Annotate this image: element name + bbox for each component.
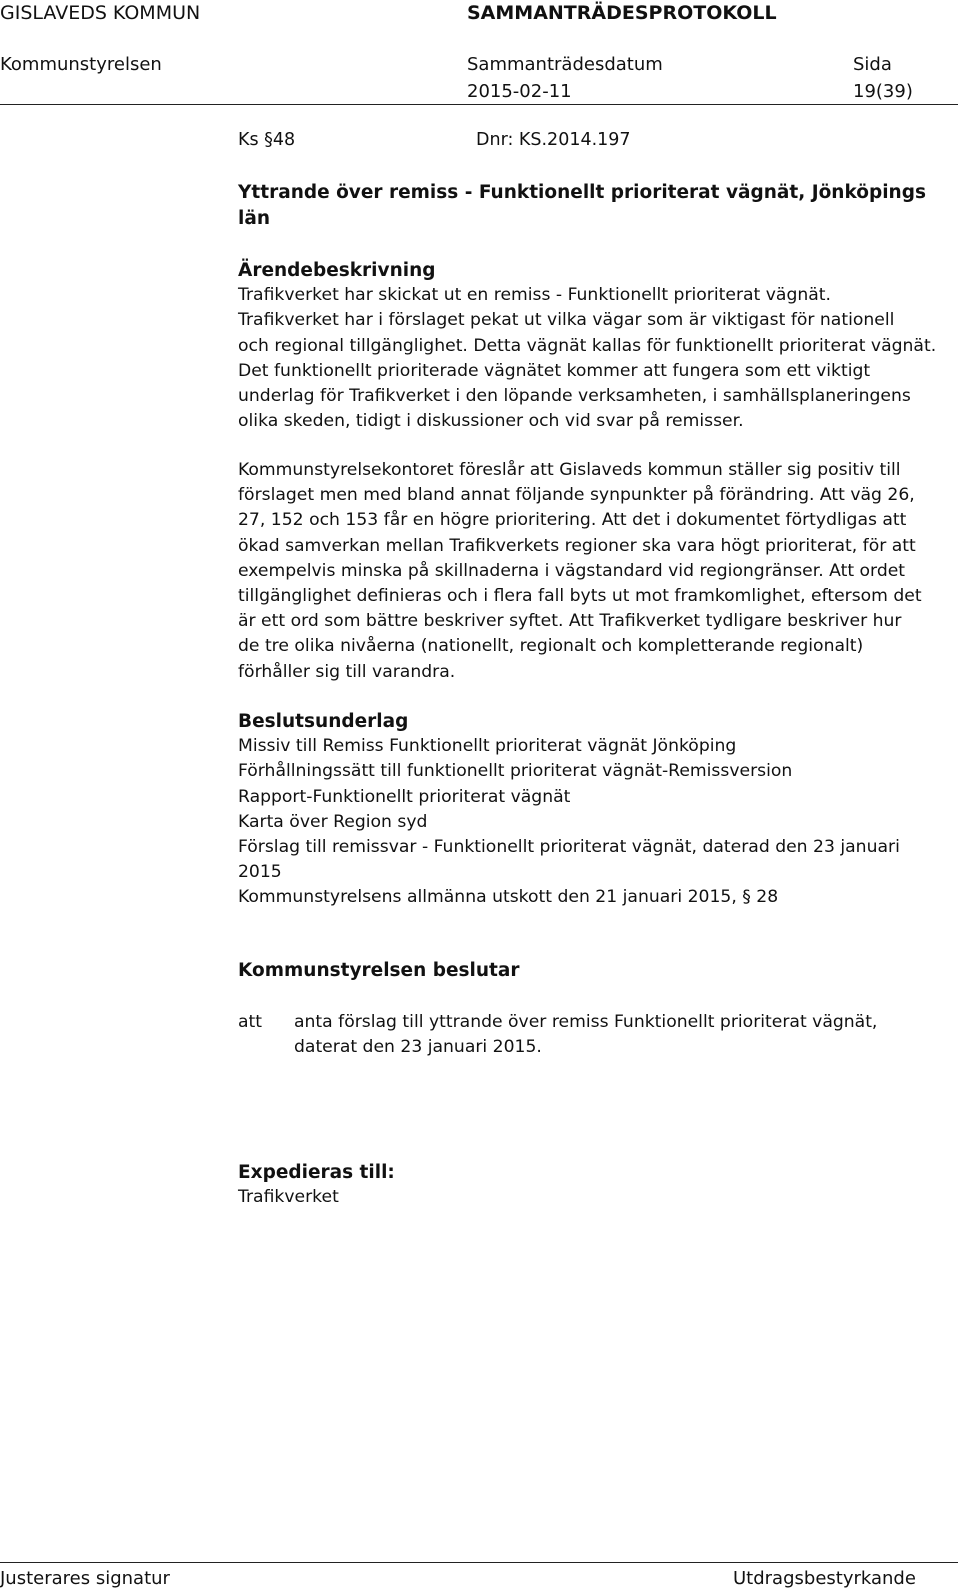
document-list-item: Rapport-Funktionellt prioriterat vägnät xyxy=(238,786,571,807)
beslut-att: att xyxy=(238,1012,263,1032)
doc-type: SAMMANTRÄDESPROTOKOLL xyxy=(467,2,777,24)
page-label: Sida xyxy=(853,54,892,75)
case-title xyxy=(238,180,938,232)
header-rule xyxy=(0,104,958,105)
paragraph-line: Det funktionellt prioriterade vägnätet kommer att fungera som ett viktigt xyxy=(238,360,871,381)
beslutsunderlag-heading: Beslutsunderlag xyxy=(238,711,409,732)
beslut-text xyxy=(294,1010,934,1060)
paragraph-line: de tre olika nivåerna (nationellt, regionalt och kompletterande regionalt) xyxy=(238,636,864,657)
paragraph-line: Trafikverket har skickat ut en remiss - Funktionellt prioriterat vägnät. xyxy=(238,285,831,306)
paragraph-line: exempelvis minska på skillnaderna i vägstandard vid regiongränser. Att ordet xyxy=(238,560,906,581)
document-list-item: Missiv till Remiss Funktionellt prioriterat vägnät Jönköping xyxy=(238,736,737,757)
arendebeskrivning-section xyxy=(238,258,938,434)
paragraph-line: ökad samverkan mellan Trafikverkets regioner ska vara högt prioriterat, för att xyxy=(238,535,916,556)
date-label: Sammanträdesdatum xyxy=(467,54,663,75)
paragraph-line: tillgänglighet definieras och i flera fall byts ut mot framkomlighet, eftersom det xyxy=(238,586,922,607)
paragraph-line: Trafikverket har i förslaget pekat ut vilka vägar som är viktigast för nationell xyxy=(238,310,895,331)
arendebeskrivning-heading: Ärendebeskrivning xyxy=(238,260,436,281)
paragraph-line: underlag för Trafikverket i den löpande verksamheten, i samhällsplaneringens xyxy=(238,386,911,407)
case-title-line: län xyxy=(238,208,270,229)
paragraph-line: förslaget men med bland annat följande synpunkter på förändring. Att väg 26, xyxy=(238,485,915,506)
beslut-line: anta förslag till yttrande över remiss Funktionellt prioriterat vägnät, xyxy=(294,1012,878,1032)
document-list-item: Karta över Region syd xyxy=(238,811,428,832)
paragraph-line: 27, 152 och 153 får en högre prioritering. Att det i dokumentet förtydligas att xyxy=(238,510,907,531)
document-list-item: Förslag till remissvar - Funktionellt prioriterat vägnät, daterad den 23 januari xyxy=(238,837,900,858)
paragraph-line: olika skeden, tidigt i diskussioner och vid svar på remisser. xyxy=(238,411,744,432)
page-number: 19(39) xyxy=(853,81,913,102)
document-list-item: 2015 xyxy=(238,862,282,883)
case-ks: Ks §48 xyxy=(238,130,296,150)
case-title-line: Yttrande över remiss - Funktionellt prioriterat vägnät, Jönköpings xyxy=(238,182,926,203)
expedieras-recipient: Trafikverket xyxy=(238,1187,339,1208)
meeting-date: 2015-02-11 xyxy=(467,81,572,102)
expedieras-section xyxy=(238,1160,938,1210)
paragraph-line: och regional tillgänglighet. Detta vägnät kallas för funktionellt prioriterat vägnät. xyxy=(238,335,937,356)
justerares-signatur: Justerares signatur xyxy=(0,1568,170,1589)
beslut-line: daterat den 23 januari 2015. xyxy=(294,1037,542,1058)
document-list-item: Förhållningssätt till funktionellt prioriterat vägnät-Remissversion xyxy=(238,761,793,782)
body-name: Kommunstyrelsen xyxy=(0,54,162,75)
beslut-heading: Kommunstyrelsen beslutar xyxy=(238,960,520,981)
case-dnr: Dnr: KS.2014.197 xyxy=(476,130,631,150)
org-name: GISLAVEDS KOMMUN xyxy=(0,2,201,24)
utdragsbestyrkande: Utdragsbestyrkande xyxy=(733,1568,916,1589)
paragraph-line: förhåller sig till varandra. xyxy=(238,661,456,682)
paragraph-line: är ett ord som bättre beskriver syftet. Att Trafikverket tydligare beskriver hur xyxy=(238,611,902,632)
document-list-item: Kommunstyrelsens allmänna utskott den 21 januari 2015, § 28 xyxy=(238,887,779,908)
paragraph-line: Kommunstyrelsekontoret föreslår att Gislaveds kommun ställer sig positiv till xyxy=(238,460,901,480)
beslutsunderlag-section xyxy=(238,709,938,911)
expedieras-heading: Expedieras till: xyxy=(238,1162,395,1183)
footer-rule xyxy=(0,1562,958,1563)
forslag-paragraph xyxy=(238,458,938,685)
